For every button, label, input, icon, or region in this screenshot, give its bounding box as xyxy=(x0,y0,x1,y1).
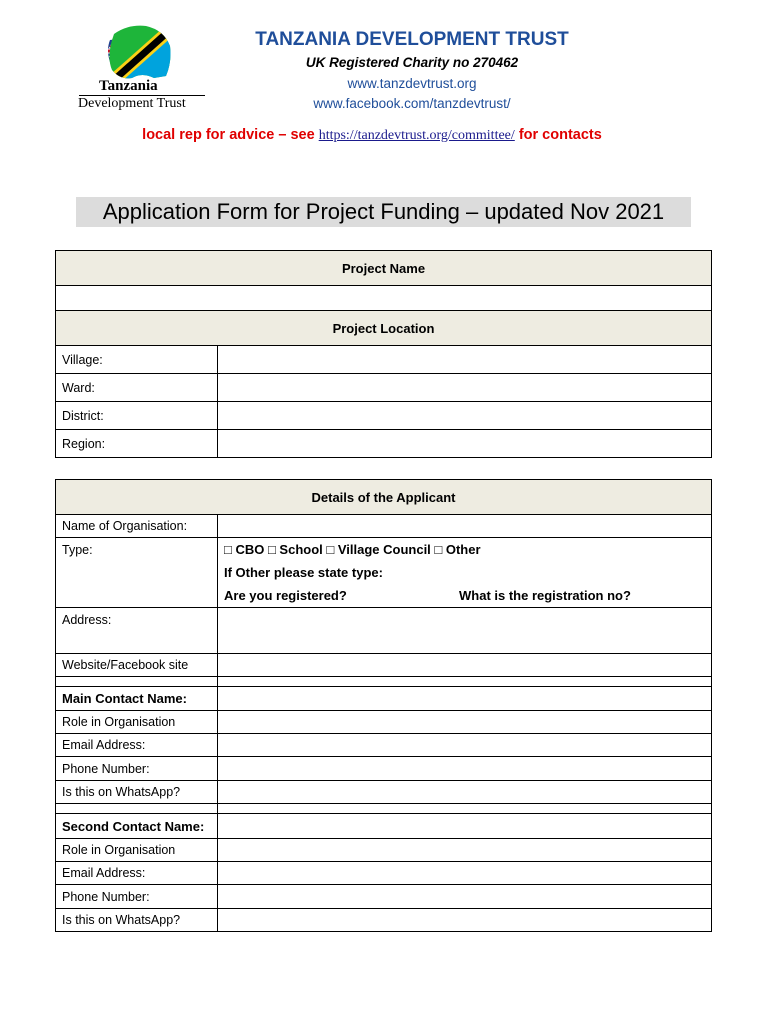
second-contact-label: Second Contact Name: xyxy=(56,814,218,839)
project-location-header: Project Location xyxy=(56,311,712,346)
advice-prefix: local rep for advice – see xyxy=(142,127,319,143)
spacer-row xyxy=(56,804,218,814)
type-label: Type: xyxy=(56,538,218,608)
second-whatsapp-label: Is this on WhatsApp? xyxy=(56,909,218,932)
address-label: Address: xyxy=(56,608,218,654)
website-label: Website/Facebook site xyxy=(56,654,218,677)
village-input[interactable] xyxy=(218,346,712,374)
ward-input[interactable] xyxy=(218,374,712,402)
second-phone-label: Phone Number: xyxy=(56,885,218,909)
main-role-input[interactable] xyxy=(218,711,712,734)
main-contact-label: Main Contact Name: xyxy=(56,687,218,711)
main-email-label: Email Address: xyxy=(56,734,218,757)
committee-link[interactable]: https://tanzdevtrust.org/committee/ xyxy=(318,128,515,143)
project-name-header: Project Name xyxy=(56,251,712,286)
other-type-prompt: If Other please state type: xyxy=(224,565,383,580)
second-contact-input[interactable] xyxy=(218,814,712,839)
second-email-input[interactable] xyxy=(218,862,712,885)
org-name-input[interactable] xyxy=(218,515,712,538)
org-name-label: Name of Organisation: xyxy=(56,515,218,538)
main-phone-input[interactable] xyxy=(218,757,712,781)
website-input[interactable] xyxy=(218,654,712,677)
second-role-input[interactable] xyxy=(218,839,712,862)
type-cell xyxy=(218,538,712,608)
address-input[interactable] xyxy=(218,608,712,654)
spacer-row xyxy=(56,677,218,687)
main-email-input[interactable] xyxy=(218,734,712,757)
region-label: Region: xyxy=(56,430,218,458)
facebook-link[interactable]: www.facebook.com/tanzdevtrust/ xyxy=(313,96,511,111)
region-input[interactable] xyxy=(218,430,712,458)
type-options[interactable]: □ CBO □ School □ Village Council □ Other xyxy=(224,542,481,557)
project-table xyxy=(55,250,712,458)
organisation-title: TANZANIA DEVELOPMENT TRUST xyxy=(255,29,569,50)
second-whatsapp-input[interactable] xyxy=(218,909,712,932)
registered-question: Are you registered? xyxy=(224,588,347,603)
project-name-input[interactable] xyxy=(56,286,712,311)
main-phone-label: Phone Number: xyxy=(56,757,218,781)
ward-label: Ward: xyxy=(56,374,218,402)
spacer-cell xyxy=(218,804,712,814)
logo-text-tanzania: Tanzania xyxy=(99,78,158,94)
logo-text-development-trust: Development Trust xyxy=(78,96,186,111)
second-email-label: Email Address: xyxy=(56,862,218,885)
district-label: District: xyxy=(56,402,218,430)
website-link[interactable]: www.tanzdevtrust.org xyxy=(347,76,477,91)
second-phone-input[interactable] xyxy=(218,885,712,909)
charity-number: UK Registered Charity no 270462 xyxy=(305,55,519,70)
registration-row xyxy=(224,584,711,607)
main-whatsapp-label: Is this on WhatsApp? xyxy=(56,781,218,804)
spacer-cell xyxy=(218,677,712,687)
second-role-label: Role in Organisation xyxy=(56,839,218,862)
registration-number-question: What is the registration no? xyxy=(459,588,631,603)
main-role-label: Role in Organisation xyxy=(56,711,218,734)
district-input[interactable] xyxy=(218,402,712,430)
main-whatsapp-input[interactable] xyxy=(218,781,712,804)
village-label: Village: xyxy=(56,346,218,374)
form-title: Application Form for Project Funding – updated Nov 2021 xyxy=(76,197,691,227)
main-contact-input[interactable] xyxy=(218,687,712,711)
advice-suffix: for contacts xyxy=(514,127,602,143)
advice-line xyxy=(0,127,744,144)
applicant-table xyxy=(55,479,712,932)
applicant-header: Details of the Applicant xyxy=(56,480,712,515)
